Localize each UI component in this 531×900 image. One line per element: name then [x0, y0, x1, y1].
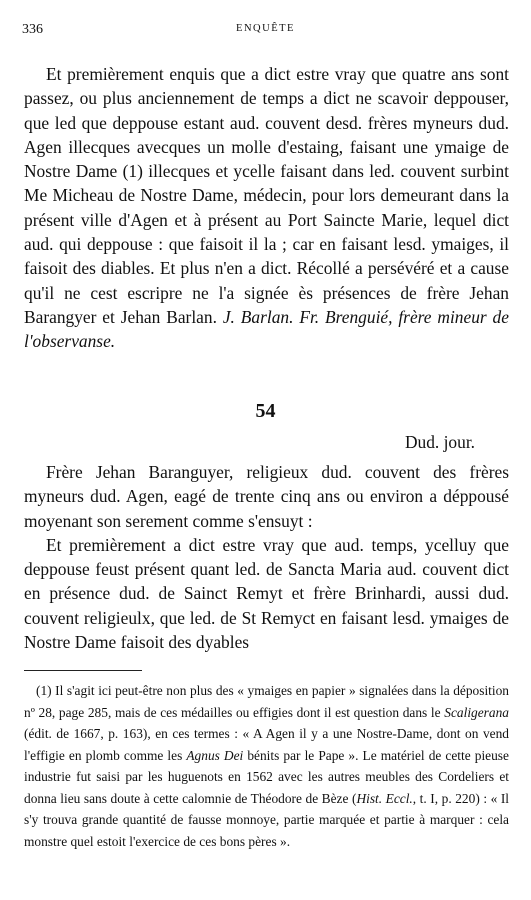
paragraph-deposition-53 [24, 62, 509, 354]
footnote [24, 680, 509, 852]
footnote-rule [24, 670, 142, 671]
footnote-text: (1) Il s'agit ici peut-être non plus des « ymaiges en papier » signalées dans la déposition nº 28, page 285, mais de ces médailles ou effigies dont il est question dans le [24, 683, 509, 720]
paragraph-text: Et premièrement enquis que a dict estre vray que quatre ans sont passez, ou plus anciennement de temps a dict ne scavoir deppouser, que led que deppouse estant aud. couvent desd. frères myneurs dud. Agen illecques avecques un molle d'estaing, faisant une ymaige de Nostre Dame (1) illecques et ycelle faisant dans led. couvent surbint Me Micheau de Nostre Dame, médecin, pour lors demeurant dans la présent ville d'Agen et à présent au Port Saincte Marie, lequel dict aud. qui deppouse : que faisoit il la ; car en faisant lesd. ymaiges, il faisoit des diables. Et plus n'en a dict. Récollé a persévéré et a cause qu'il ne cest escripre ne l'a signée ès présences de frère Jehan Barangyer et Jehan Barlan. [24, 64, 509, 327]
witness-statement: Et premièrement a dict estre vray que aud. temps, ycelluy que deppouse feust présent quant led. de Sancta Maria aud. couvent dict en présence dud. de Sainct Remyt et frère Brinhardi, aussi dud. couvent religieulx, que led. de St Remyct en faisant lesd. ymaiges de Nostre Dame faisoit des dyables [24, 534, 509, 653]
footnote-italic: Scaligerana [444, 704, 509, 720]
running-title: ENQUÊTE [236, 23, 295, 34]
section-number: 54 [255, 400, 276, 422]
footnote-text: bénits par le Pape ». Le matériel de cette pieuse industrie fut saisi par les huguenots en 1562 avec les autres meubles des Cordeliers et donna lieu sans doute à cette calomnie de Théodore de Bèze ( [24, 747, 509, 806]
footnote-italic: Hist. Eccl. [356, 790, 413, 806]
witness-intro: Frère Jehan Baranguyer, religieux dud. couvent des frères myneurs dud. Agen, eagé de trente cinq ans ou environ a déppousé moyenant son serement comme s'ensuyt : [24, 462, 509, 531]
deposition-54 [24, 460, 509, 654]
footnote-italic: Agnus Dei [186, 747, 244, 763]
page-header [22, 22, 509, 38]
page-number: 336 [22, 22, 43, 37]
signature-line: J. Barlan. Fr. Brenguié, frère mineur de l'observanse. [24, 306, 509, 352]
footnote-text: (édit. de 1667, p. 163), en ces termes : « A Agen il y a une Nostre-Dame, dont on vend l'effigie en plomb comme les [24, 726, 509, 763]
footnote-text: , t. I, p. 220) : « Il s'y trouva grande quantité de fausse monnoye, partie marquée et partie à marquer : cela monstre quel estoit l'exercice de ces bons pères ». [24, 790, 510, 849]
section-date: Dud. jour. [404, 432, 475, 452]
